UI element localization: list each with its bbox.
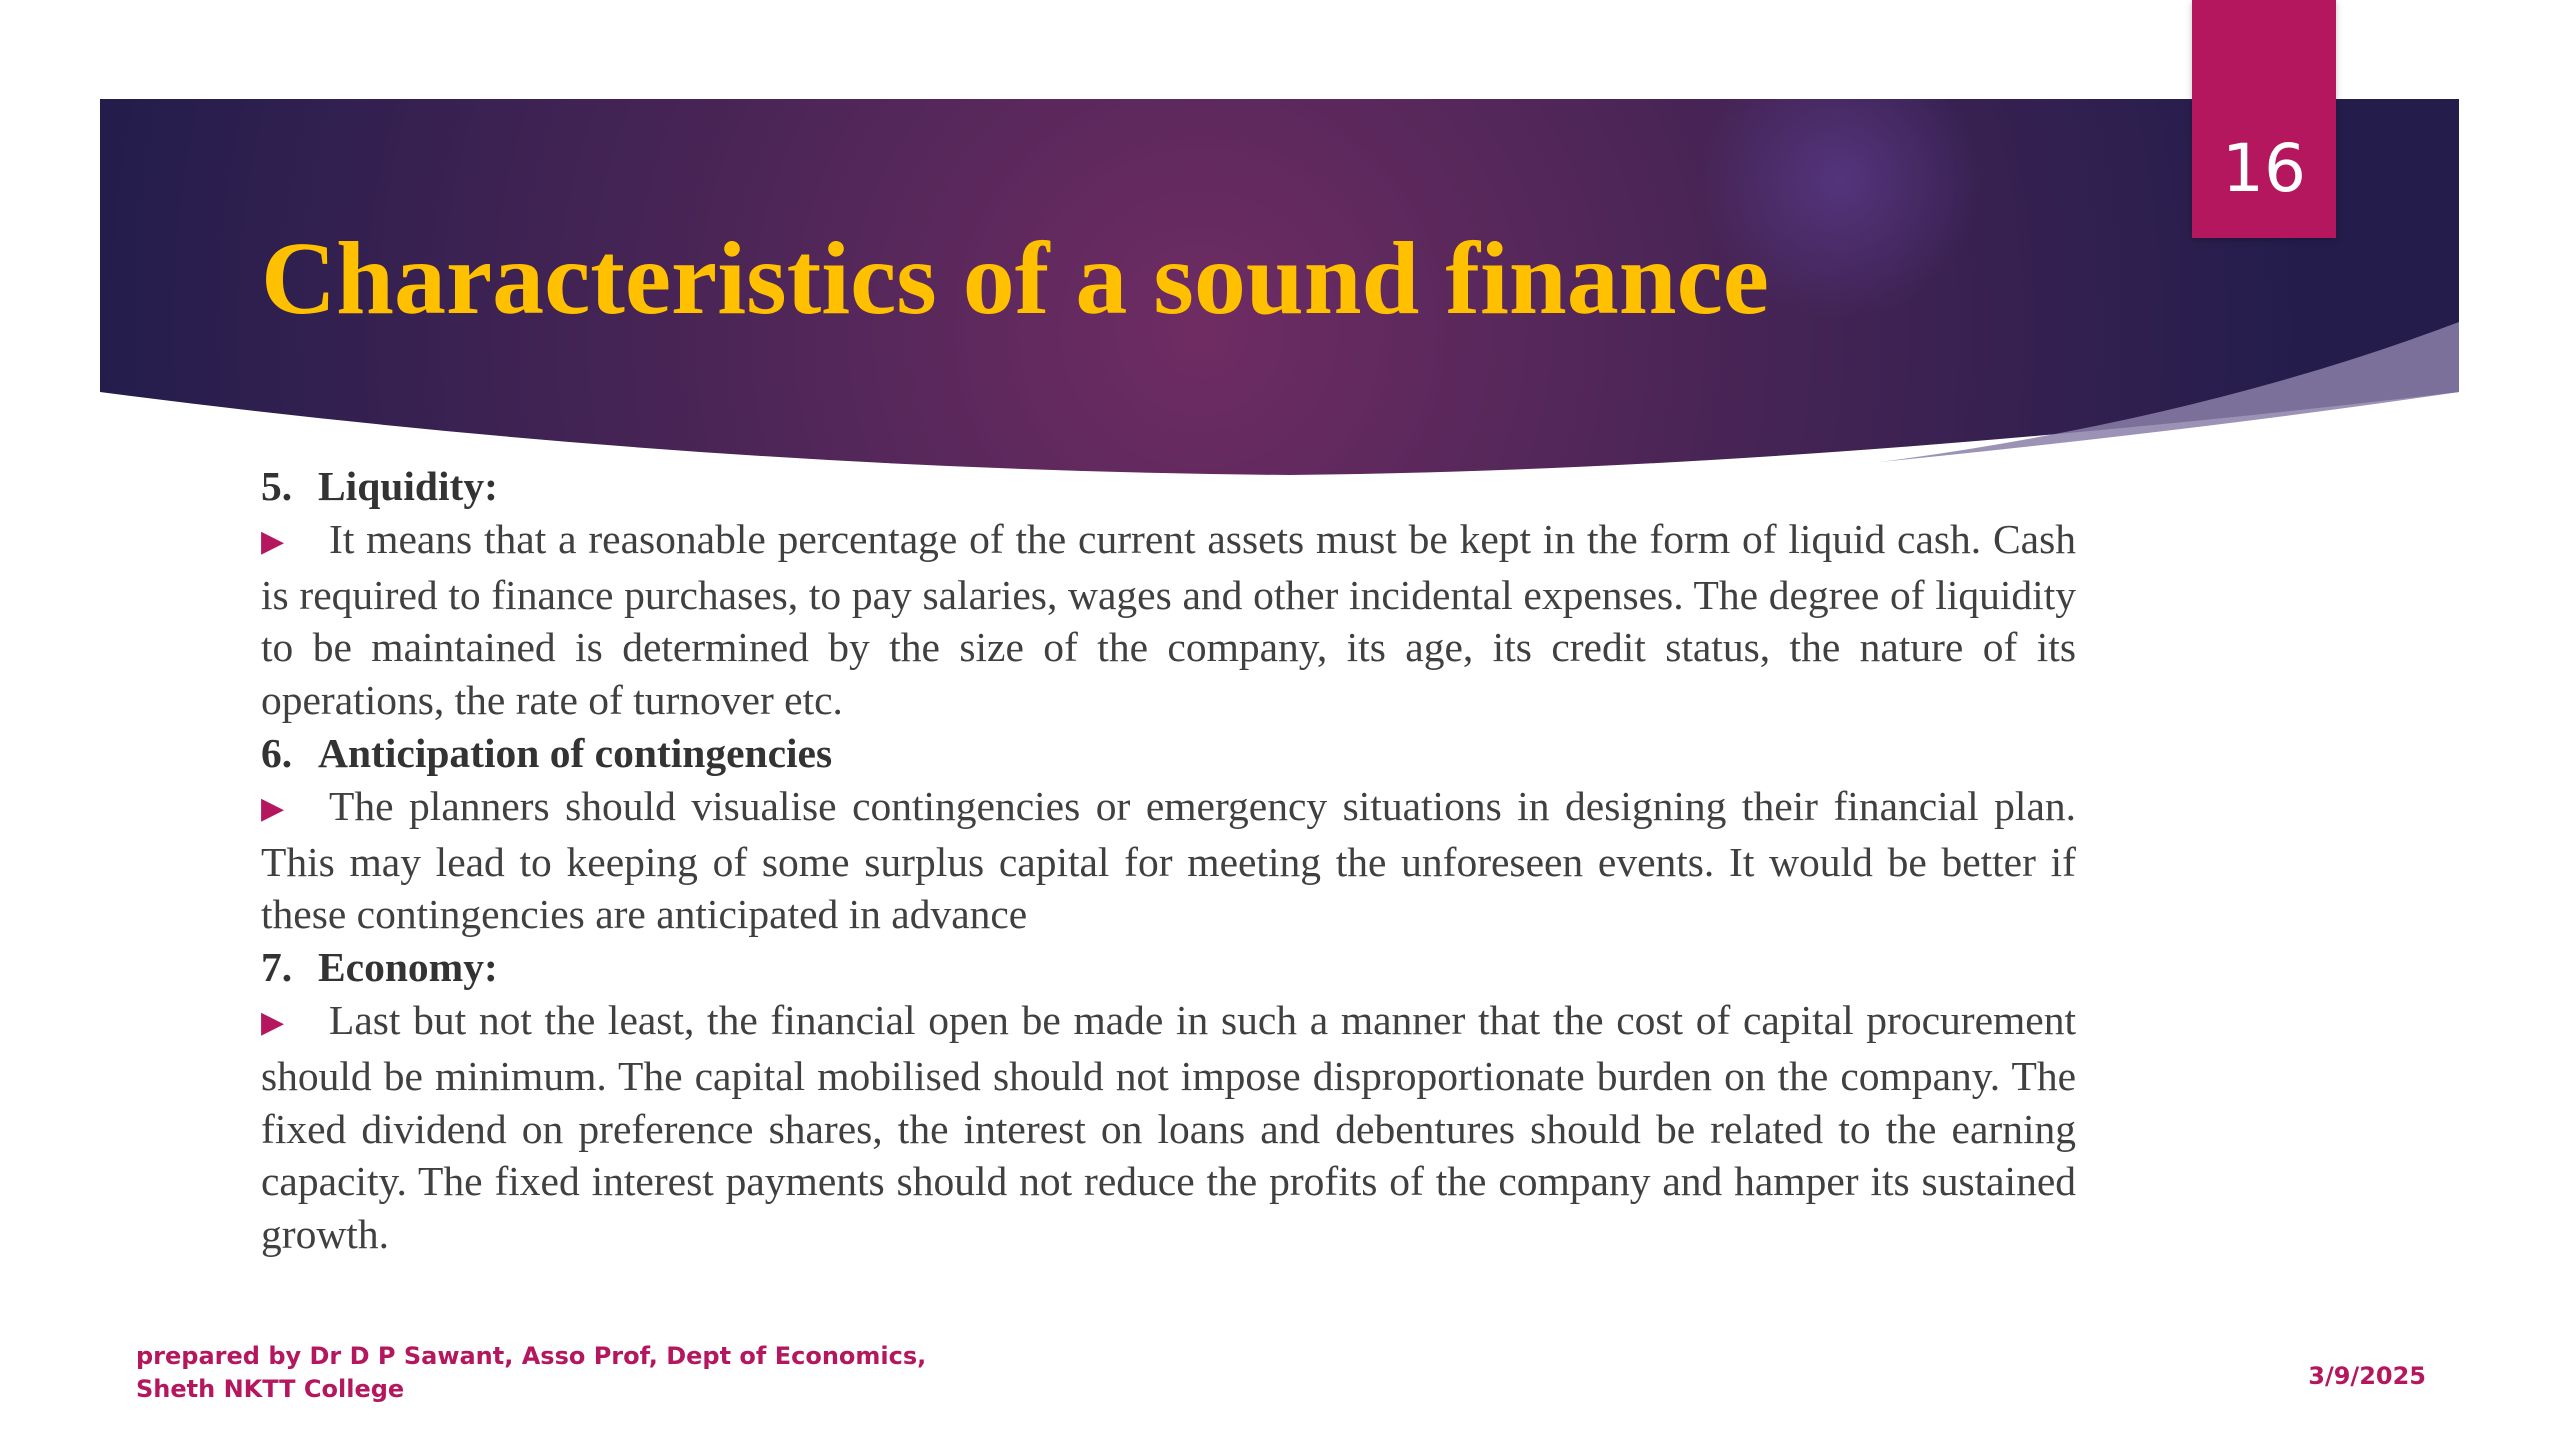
section-heading-contingencies xyxy=(261,727,2076,780)
section-number: 6. xyxy=(261,729,293,776)
section-heading-economy xyxy=(261,941,2076,994)
section-title: Anticipation of contingencies xyxy=(318,729,833,776)
footer-author-line-2: Sheth NKTT College xyxy=(136,1375,405,1403)
footer-author-line-1: prepared by Dr D P Sawant, Asso Prof, Dept of Economics, xyxy=(136,1342,927,1370)
section-title: Liquidity: xyxy=(318,463,498,509)
footer-date: 3/9/2025 xyxy=(2308,1362,2426,1390)
slide-body xyxy=(261,460,2076,1261)
section-text-contingencies xyxy=(261,780,2076,941)
slide-title: Characteristics of a sound finance xyxy=(261,221,1769,336)
paragraph-text: It means that a reasonable percentage of the current assets must be kept in the form of liquid cash. Cash is required to finance purchases, to pay salaries, wages and other incidental expenses. The degree of liquidity to be maintained is determined by the size of the company, its age, its credit status, the nature of its operations, the rate of turnover etc. xyxy=(261,515,2076,724)
triangle-right-icon: ▶ xyxy=(261,790,285,826)
slide-number: 16 xyxy=(2222,130,2306,207)
slide-number-tab xyxy=(2192,0,2336,238)
triangle-right-icon: ▶ xyxy=(261,523,285,559)
footer-author xyxy=(136,1340,926,1406)
section-text-liquidity xyxy=(261,513,2076,727)
section-title: Economy: xyxy=(318,944,498,991)
section-number: 5. xyxy=(261,463,293,509)
paragraph-text: Last but not the least, the financial open be made in such a manner that the cost of capital procurement should be minimum. The capital mobilised should not impose disproportionate burden on the company. The fixed dividend on preference shares, the interest on loans and debentures should be related to the earning capacity. The fixed interest payments should not reduce the profits of the company and hamper its sustained growth. xyxy=(261,996,2076,1258)
paragraph-text: The planners should visualise contingencies or emergency situations in designing their financial plan. This may lead to keeping of some surplus capital for meeting the unforeseen events. It would be better if these contingencies are anticipated in advance xyxy=(261,782,2076,938)
section-text-economy xyxy=(261,994,2076,1261)
section-number: 7. xyxy=(261,944,293,991)
section-heading-liquidity xyxy=(261,460,2076,513)
triangle-right-icon: ▶ xyxy=(261,1004,285,1040)
